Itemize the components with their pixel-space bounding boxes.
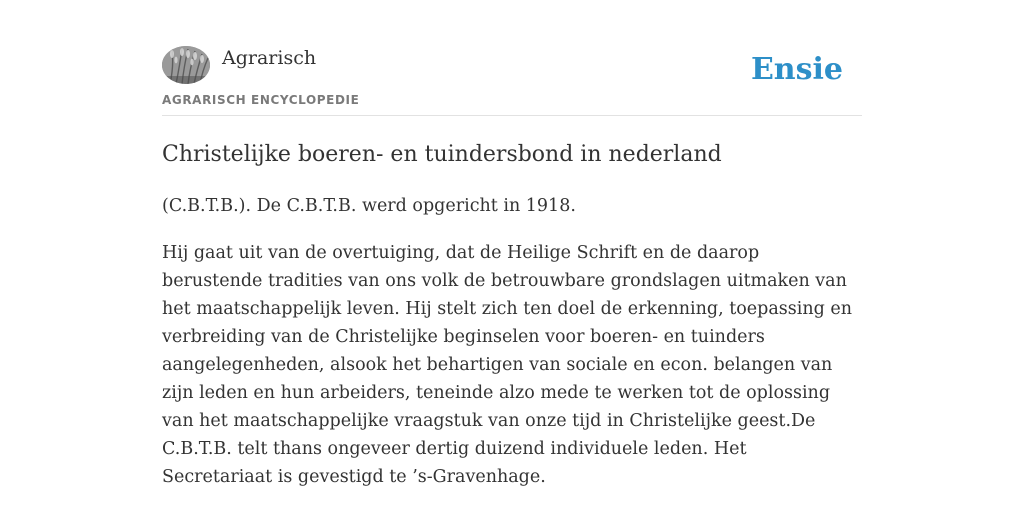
article-paragraph: Hij gaat uit van de overtuiging, dat de Heilige Schrift en de daarop berustende tradities van ons volk de betrouwbare grondslagen uitmaken van het maatschappelijk leven. Hij stelt zich ten doel de erkenning, toepassing en verbreiding van de Christelijke beginselen voor boeren- en tuinders aangelegenheden, alsook het behartigen van sociale en econ. belangen van zijn leden en hun arbeiders, teneinde alzo mede te werken tot de oplossing van het maatschappelijke vraagstuk van onze tijd in Christelijke geest.De C.B.T.B. telt thans ongeveer dertig duizend individuele leden. Het Secretariaat is gevestigd te ’s-Gravenhage. [162,243,853,487]
article-body [162,192,862,510]
wheat-icon[interactable] [162,46,210,84]
article-title: Christelijke boeren- en tuindersbond in nederland [162,142,722,167]
source-header [162,46,862,116]
source-name-link[interactable]: Agrarisch [222,47,317,69]
ensie-logo[interactable]: Ensie [750,52,843,87]
source-subtitle: AGRARISCH ENCYCLOPEDIE [162,93,360,107]
article-paragraph: (C.B.T.B.). De C.B.T.B. werd opgericht in 1918. [162,196,576,216]
